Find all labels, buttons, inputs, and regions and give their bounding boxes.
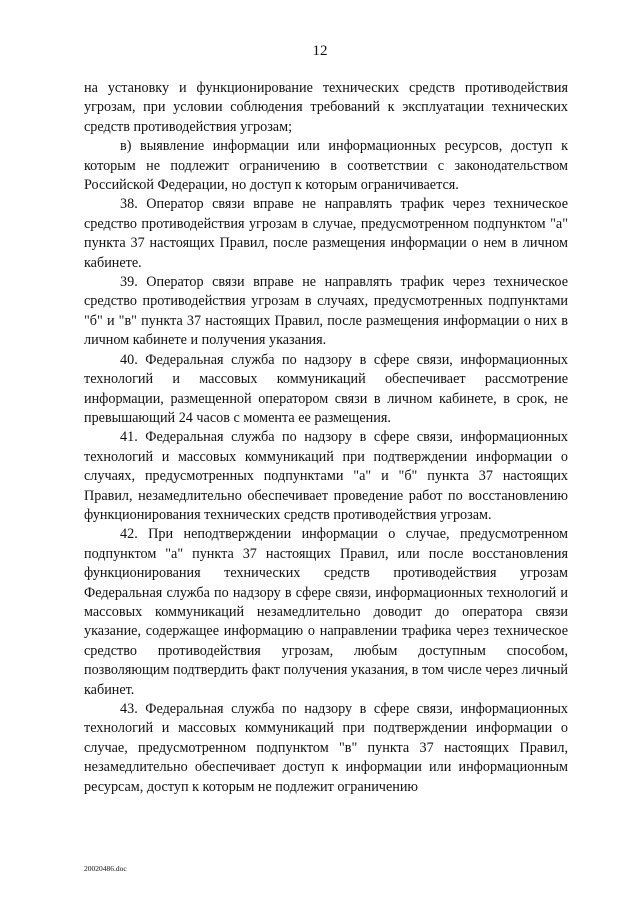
paragraph-40: 40. Федеральная служба по надзору в сфере связи, информационных технологий и массовых коммуникаций обеспечивает рассмотрение информации, размещенной оператором связи в личном кабинете, в срок, не превышающий 24 часов с момента ее размещения.: [84, 351, 568, 426]
page-number: 12: [312, 43, 328, 59]
footer-document-ref: 20020486.doc: [84, 864, 127, 873]
paragraph-continuation: на установку и функционирование технических средств противодействия угрозам, при условии соблюдения требований к эксплуатации технических средств противодействия угрозам;: [84, 80, 568, 135]
document-body: [84, 79, 568, 797]
paragraph-39: 39. Оператор связи вправе не направлять трафик через техническое средство противодействия угрозам в случаях, предусмотренных подпунктами "б" и "в" пункта 37 настоящих Правил, после размещения информации о них в личном кабинете и получения указания.: [84, 274, 568, 349]
paragraph-subitem-v: в) выявление информации или информационных ресурсов, доступ к которым не подлежит ограничению в соответствии с законодательством Российской Федерации, но доступ к которым ограничивается.: [84, 138, 568, 194]
paragraph-42: 42. При неподтверждении информации о случае, предусмотренном подпунктом "а" пункта 37 настоящих Правил, или после восстановления функционирования технических средств противодействия угрозам Федеральная служба по надзору в сфере связи, информационных технологий и массовых коммуникаций незамедлительно доводит до оператора связи указание, содержащее информацию о направлении трафика через техническое средство противодействия угрозам, любым доступным способом, позволяющим подтвердить факт получения указания, в том числе через личный кабинет.: [84, 526, 568, 698]
paragraph-43: 43. Федеральная служба по надзору в сфере связи, информационных технологий и массовых коммуникаций при подтверждении информации о случае, предусмотренном подпунктом "в" пункта 37 настоящих Правил, незамедлительно обеспечивает доступ к информации или информационным ресурсам, доступ к которым не подлежит ограничению: [84, 701, 568, 795]
paragraph-41: 41. Федеральная служба по надзору в сфере связи, информационных технологий и массовых коммуникаций при подтверждении информации о случаях, предусмотренных подпунктами "а" и "б" пункта 37 настоящих Правил, незамедлительно обеспечивает проведение работ по восстановлению функционирования технических средств противодействия угрозам.: [84, 429, 568, 523]
paragraph-38: 38. Оператор связи вправе не направлять трафик через техническое средство противодействия угрозам в случае, предусмотренном подпунктом "а" пункта 37 настоящих Правил, после размещения информации о нем в личном кабинете.: [84, 196, 568, 271]
